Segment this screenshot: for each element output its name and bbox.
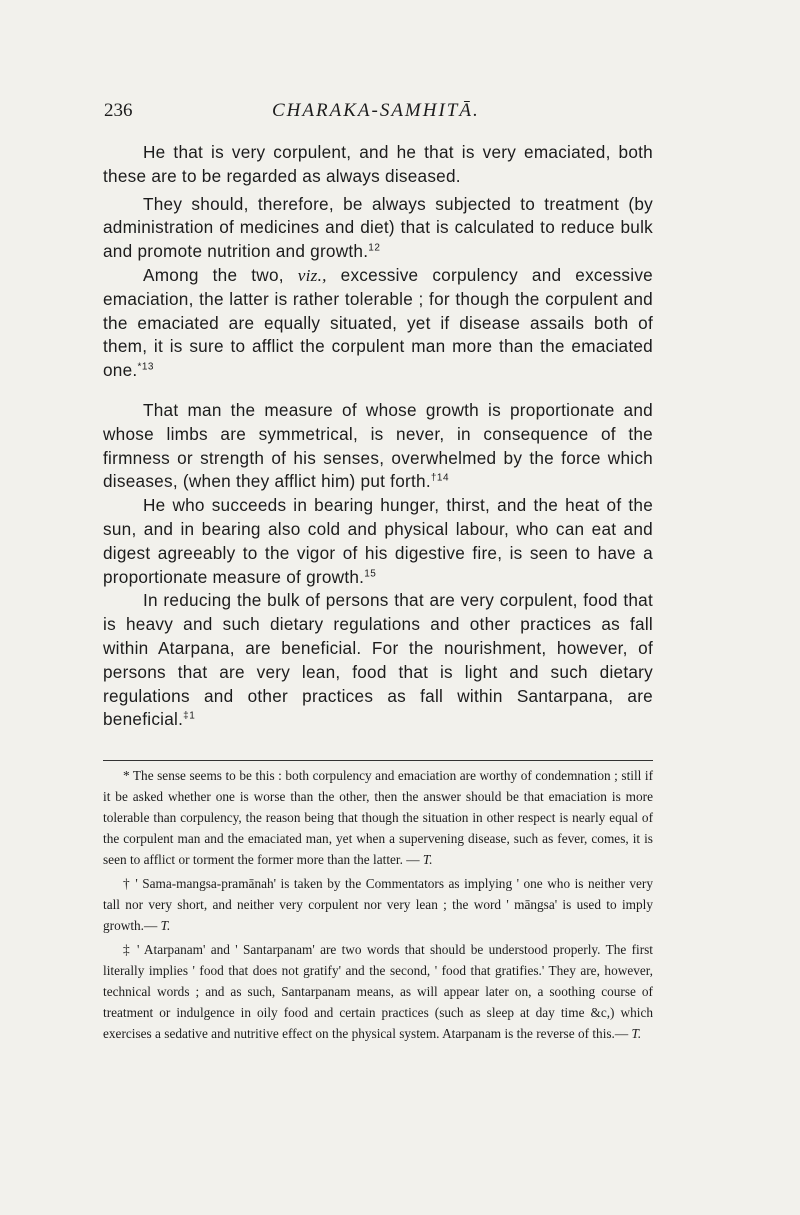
footnote-1: * The sense seems to be this : both corpulency and emaciation are worthy of condemnation ; still if it be asked whether one is worse than the other, then the answer should be that emaciation is more tolerable than corpulency, the reason being that though the situation in other respect is nearly equal of the corpulent man and the emaciated man, yet when a supervening disease, such as fever, comes, it is seen to afflict or torment the former more than the latter. — T. [103, 768, 653, 867]
footnote-ref: *13 [137, 361, 154, 373]
paragraph-2: They should, therefore, be always subjected to treatment (by administration of medicines and diet) that is calculated to reduce bulk and promote nutrition and growth.$^{12}$ [103, 193, 653, 262]
translator-mark: T. [422, 852, 433, 867]
paragraph-5: He who succeeds in bearing hunger, thirst, and the heat of the sun, and in bearing also cold and physical labour, who can eat and digest agreeably to the vigor of his digestive fire, is seen to have a proportionate measure of growth.$^{15}$ [103, 495, 653, 587]
translator-mark: T. [631, 1026, 642, 1041]
italic-viz: viz., [297, 265, 327, 285]
footnote-divider [103, 760, 653, 761]
paragraph-4: That man the measure of whose growth is proportionate and whose limbs are symmetrical, is never, in consequence of the firmness or strength of his senses, overwhelmed by the force which diseases, (when they afflict him) put forth.$^{\dagger 14}$ [103, 399, 653, 492]
footnote-2: † ' Sama-mangsa-pramānah' is taken by the Commentators as implying ' one who is neither very tall nor very short, and neither very corpulent nor very lean ; the word ' māngsa' is used to imply growth.— T. [103, 876, 653, 933]
footnote-ref: 15 [364, 567, 377, 579]
page-number: 236 [104, 100, 133, 121]
footnote-ref: 12 [368, 242, 381, 254]
translator-mark: T. [160, 918, 171, 933]
main-text [103, 141, 653, 732]
paragraph-1: He that is very corpulent, and he that is very emaciated, both these are to be regarded as always diseased. [103, 142, 653, 186]
footnote-ref: ‡1 [183, 710, 196, 722]
paragraph-3: Among the two, viz., excessive corpulency and excessive emaciation, the latter is rather tolerable ; for though the corpulent and the emaciated are equally situated, yet if disease assails both of them, it is sure to afflict the corpulent man more than the emaciated one.$^{*13}$ [103, 264, 653, 381]
footnotes [103, 765, 653, 1047]
page-header [104, 100, 664, 130]
running-title: CHARAKA-SAMHITĀ. [272, 100, 480, 121]
paragraph-6: In reducing the bulk of persons that are very corpulent, food that is heavy and such dietary regulations and other practices as fall within Atarpana, are beneficial. For the nourishment, however, of persons that are very lean, food that is light and such dietary regulations and other practices as fall within Santarpana, are beneficial.$^{\ddagger 1}$ [103, 590, 653, 730]
footnote-3: ‡ ' Atarpanam' and ' Santarpanam' are two words that should be understood properly. The first literally implies ' food that does not gratify' and the second, ' food that gratifies.' They are, however, technical words ; and as such, Santarpanam means, as will appear later on, a soothing course of treatment or indulgence in oily food and certain practices (such as sleep at day time &c,) which exercises a sedative and nutritive effect on the physical system. Atarpanam is the reverse of this.— T. [103, 942, 653, 1041]
footnote-ref: †14 [430, 472, 450, 484]
